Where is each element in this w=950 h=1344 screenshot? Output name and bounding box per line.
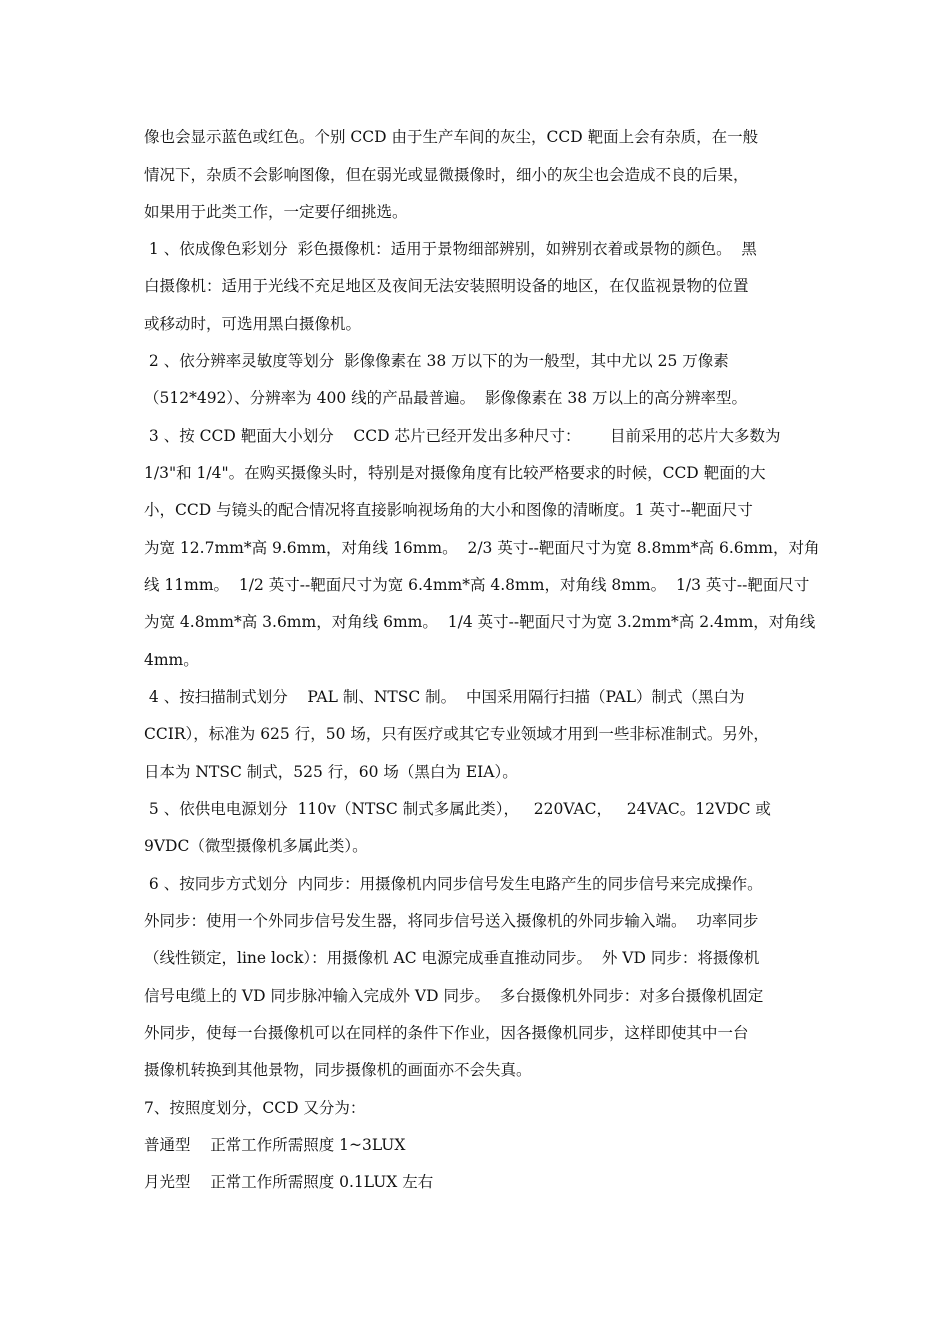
text-line: 普通型 正常工作所需照度 1~3LUX [144,1136,406,1154]
text-line: 1 、依成像色彩划分 彩色摄像机：适用于景物细部辨别，如辨别衣着或景物的颜色。 黑 [144,240,757,258]
text-line: 或移动时，可选用黑白摄像机。 [144,315,362,333]
text-line: 日本为 NTSC 制式，525 行，60 场（黑白为 EIA）。 [144,763,518,781]
text-line: 1/3"和 1/4"。在购买摄像头时，特别是对摄像角度有比较严格要求的时候，CCD 靶面的大 [144,464,766,482]
text-line: 如果用于此类工作，一定要仔细挑选。 [144,203,408,221]
text-line: 5 、依供电电源划分 110v（NTSC 制式多属此类）， 220VAC， 24VAC。12VDC 或 [144,800,771,818]
text-line: 2 、依分辨率灵敏度等划分 影像像素在 38 万以下的为一般型，其中尤以 25 万像素 [144,352,729,370]
text-line: 为宽 12.7mm*高 9.6mm，对角线 16mm。 2/3 英寸--靶面尺寸为宽 8.8mm*高 6.6mm，对角 [144,539,820,557]
text-line: CCIR），标准为 625 行，50 场，只有医疗或其它专业领域才用到一些非标准制式。另外， [144,725,769,743]
text-line: 小，CCD 与镜头的配合情况将直接影响视场角的大小和图像的清晰度。1 英寸--靶面尺寸 [144,501,753,519]
text-line: 6 、按同步方式划分 内同步：用摄像机内同步信号发生电路产生的同步信号来完成操作。 [144,875,763,893]
text-line: 7、按照度划分，CCD 又分为： [144,1099,366,1117]
text-line: 为宽 4.8mm*高 3.6mm，对角线 6mm。 1/4 英寸--靶面尺寸为宽 3.2mm*高 2.4mm，对角线 [144,613,816,631]
text-line: 外同步：使用一个外同步信号发生器，将同步信号送入摄像机的外同步输入端。 功率同步 [144,912,759,930]
text-line: （512*492）、分辨率为 400 线的产品最普遍。 影像像素在 38 万以上的高分辨率型。 [144,389,748,407]
text-line: 白摄像机：适用于光线不充足地区及夜间无法安装照明设备的地区，在仅监视景物的位置 [144,277,749,295]
text-line: 外同步，使每一台摄像机可以在同样的条件下作业，因各摄像机同步，这样即使其中一台 [144,1024,749,1042]
text-line: 4mm。 [144,651,199,669]
text-line: 9VDC（微型摄像机多属此类）。 [144,837,368,855]
text-line: （线性锁定，line lock）：用摄像机 AC 电源完成垂直推动同步。 外 VD 同步：将摄像机 [144,949,760,967]
text-line: 月光型 正常工作所需照度 0.1LUX 左右 [144,1173,434,1191]
text-line: 摄像机转换到其他景物，同步摄像机的画面亦不会失真。 [144,1061,532,1079]
text-line: 像也会显示蓝色或红色。个别 CCD 由于生产车间的灰尘，CCD 靶面上会有杂质，在一般 [144,128,759,146]
text-line: 情况下，杂质不会影响图像，但在弱光或显微摄像时，细小的灰尘也会造成不良的后果， [144,166,749,184]
text-line: 信号电缆上的 VD 同步脉冲输入完成外 VD 同步。 多台摄像机外同步：对多台摄像机固定 [144,987,764,1005]
text-line: 3 、按 CCD 靶面大小划分 CCD 芯片已经开发出多种尺寸： 目前采用的芯片大多数为 [144,427,781,445]
text-line: 线 11mm。 1/2 英寸--靶面尺寸为宽 6.4mm*高 4.8mm，对角线 8mm。 1/3 英寸--靶面尺寸 [144,576,810,594]
text-line: 4 、按扫描制式划分 PAL 制、NTSC 制。 中国采用隔行扫描（PAL）制式（黑白为 [144,688,745,706]
